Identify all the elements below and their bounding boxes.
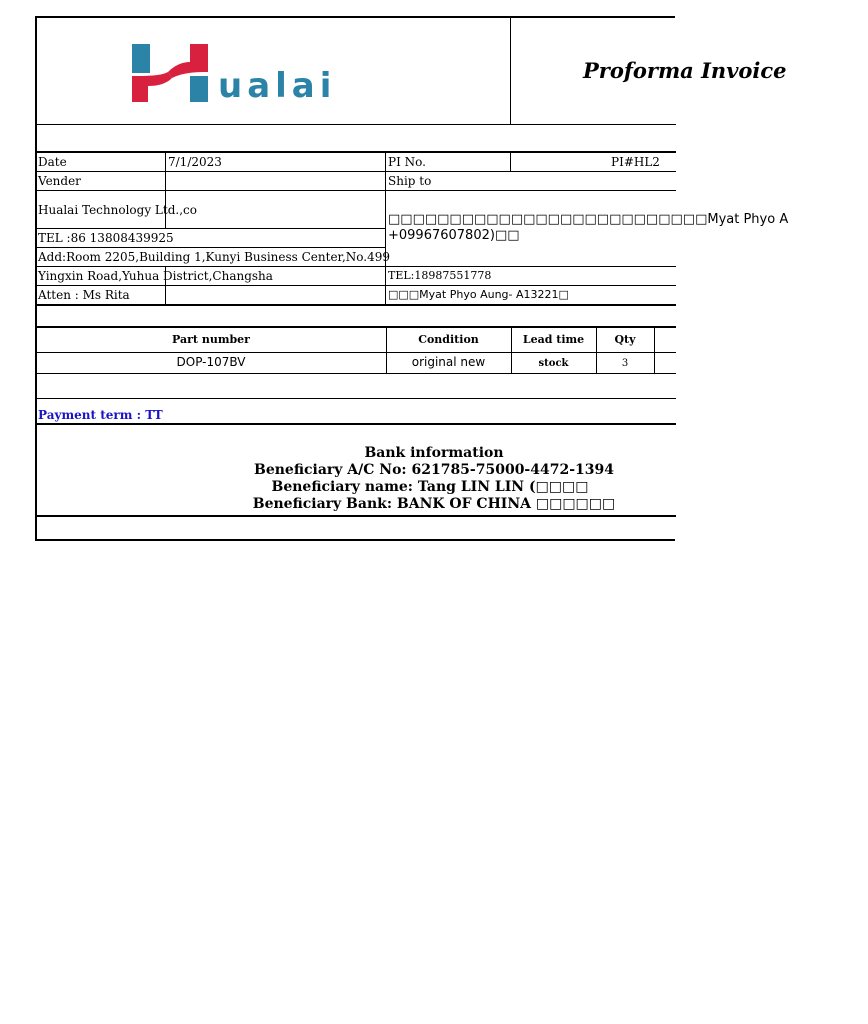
pi-label: PI No. xyxy=(388,155,426,169)
vender-tel: TEL :86 13808439925 xyxy=(38,231,174,245)
ship-to-name: □□□Myat Phyo Aung- A13221□ xyxy=(388,288,569,301)
cell-part-number: DOP-107BV xyxy=(176,355,246,369)
vender-address-2: Yingxin Road,Yuhua District,Changsha xyxy=(38,269,273,283)
vender-address-1: Add:Room 2205,Building 1,Kunyi Business Center,No.499 xyxy=(38,250,391,264)
pi-value: PI#HL2 xyxy=(611,155,660,169)
ship-to-tel: TEL:18987551778 xyxy=(388,269,492,282)
vender-atten: Atten : Ms Rita xyxy=(38,288,130,302)
vender-label: Vender xyxy=(38,174,81,188)
header-qty: Qty xyxy=(614,333,636,346)
cell-lead-time: stock xyxy=(538,358,569,369)
header-lead-time: Lead time xyxy=(522,333,585,346)
bank-title: Bank information xyxy=(364,445,504,461)
header-part-number: Part number xyxy=(172,333,250,346)
logo-text: ualai xyxy=(218,66,337,106)
ship-to-address-1: □□□□□□□□□□□□□□□□□□□□□□□□□□Myat Phyo A xyxy=(388,212,789,227)
vender-company: Hualai Technology Ltd.,co xyxy=(38,203,197,217)
payment-term: Payment term : TT xyxy=(38,408,163,422)
bank-beneficiary-name: Beneficiary name: Tang LIN LIN (□□□□ xyxy=(271,479,589,495)
date-label: Date xyxy=(38,155,67,169)
ship-to-label: Ship to xyxy=(388,174,432,188)
ship-to-address-2: +09967607802)□□ xyxy=(388,228,520,243)
bank-name: Beneficiary Bank: BANK OF CHINA □□□□□□ xyxy=(252,496,616,512)
cell-condition: original new xyxy=(411,355,486,369)
bank-account: Beneficiary A/C No: 621785-75000-4472-1394 xyxy=(254,462,614,478)
header-condition: Condition xyxy=(418,333,479,346)
document-title: Proforma Invoice xyxy=(583,58,787,83)
cell-qty: 3 xyxy=(621,358,629,369)
date-value: 7/1/2023 xyxy=(168,155,222,169)
logo-mark-icon xyxy=(128,42,212,104)
